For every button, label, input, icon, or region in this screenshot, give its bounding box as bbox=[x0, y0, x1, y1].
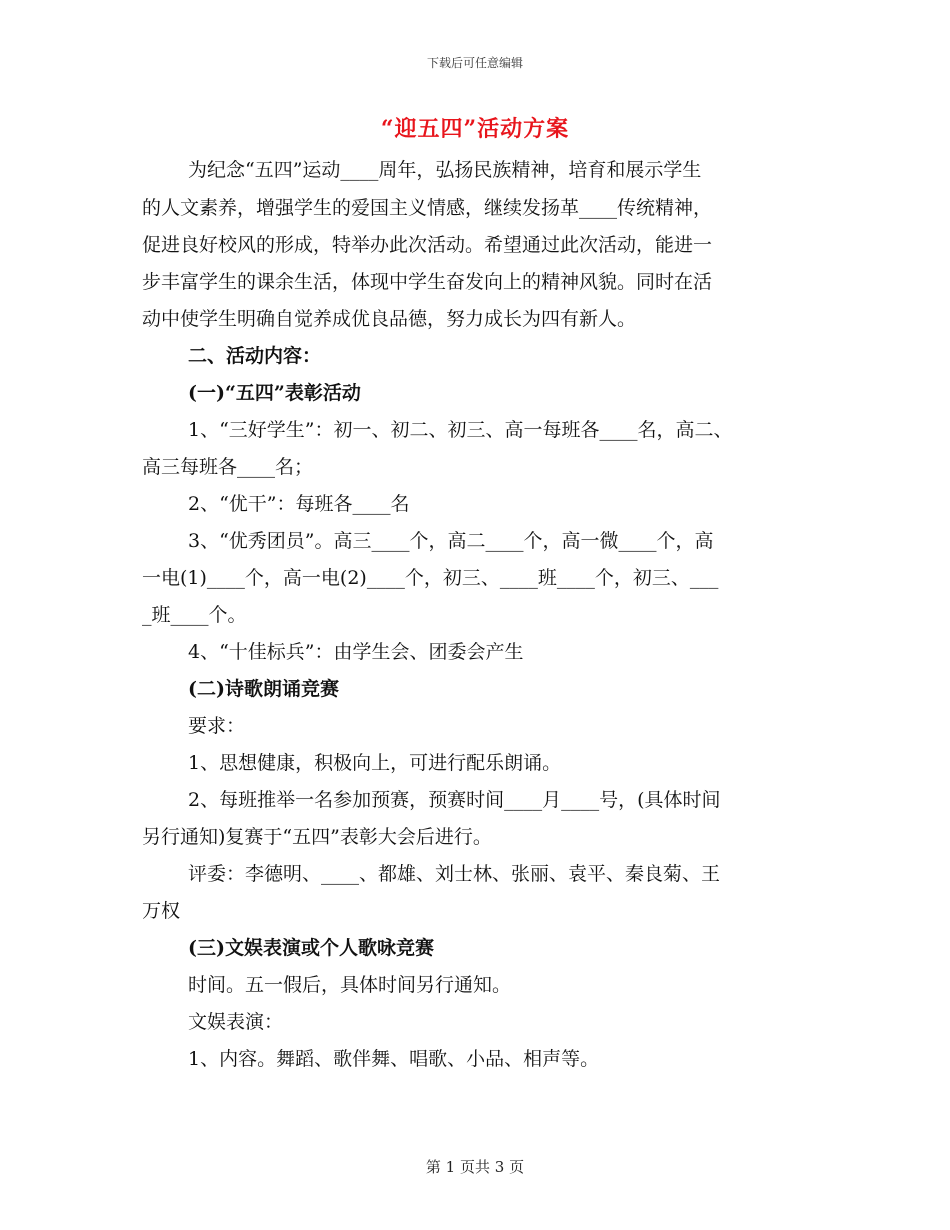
paragraph-line: 要求： bbox=[188, 715, 246, 737]
list-item: 4、“十佳标兵”：由学生会、团委会产生 bbox=[188, 641, 524, 663]
list-item: 1、思想健康，积极向上，可进行配乐朗诵。 bbox=[188, 752, 562, 774]
paragraph-line: 步丰富学生的课余生活，体现中学生奋发向上的精神风貌。同时在活 bbox=[142, 271, 713, 293]
paragraph-line: 万权 bbox=[142, 900, 181, 922]
list-item: 1、“三好学生”：初一、初二、初三、高一每班各____名，高二、 bbox=[188, 419, 733, 441]
paragraph-line: 评委：李德明、____、都雄、刘士林、张丽、袁平、秦良菊、王 bbox=[188, 863, 721, 885]
paragraph-line: 的人文素养，增强学生的爱国主义情感，继续发扬革____传统精神， bbox=[142, 197, 713, 219]
subsection-heading: (一)“五四”表彰活动 bbox=[188, 382, 361, 404]
document-title: “迎五四”活动方案 bbox=[380, 116, 570, 142]
section-heading: 二、活动内容： bbox=[188, 345, 322, 367]
paragraph-line: 促进良好校风的形成，特举办此次活动。希望通过此次活动，能进一 bbox=[142, 234, 713, 256]
list-item-continuation: _班____个。 bbox=[142, 604, 247, 626]
paragraph-line: 为纪念“五四”运动____周年，弘扬民族精神，培育和展示学生 bbox=[188, 159, 702, 181]
list-item: 2、“优干”：每班各____名 bbox=[188, 493, 410, 515]
paragraph-line: 动中使学生明确自觉养成优良品德，努力成长为四有新人。 bbox=[142, 308, 637, 330]
list-item-continuation: 另行通知)复赛于“五四”表彰大会后进行。 bbox=[142, 826, 492, 848]
page-footer: 第 1 页共 3 页 bbox=[425, 1158, 525, 1176]
list-item-continuation: 高三每班各____名； bbox=[142, 456, 314, 478]
subsection-heading: (三)文娱表演或个人歌咏竞赛 bbox=[188, 937, 434, 959]
list-item: 3、“优秀团员”。高三____个，高二____个，高一微____个，高 bbox=[188, 530, 714, 552]
list-item: 1、内容。舞蹈、歌伴舞、唱歌、小品、相声等。 bbox=[188, 1048, 600, 1070]
page-header: 下载后可任意编辑 bbox=[426, 56, 523, 70]
paragraph-line: 文娱表演： bbox=[188, 1011, 284, 1033]
list-item: 2、每班推举一名参加预赛，预赛时间____月____号，(具体时间 bbox=[188, 789, 721, 811]
paragraph-line: 时间。五一假后，具体时间另行通知。 bbox=[188, 974, 512, 996]
list-item-continuation: 一电(1)____个，高一电(2)____个，初三、____班____个，初三、___ bbox=[142, 567, 719, 589]
subsection-heading: (二)诗歌朗诵竞赛 bbox=[188, 678, 339, 700]
